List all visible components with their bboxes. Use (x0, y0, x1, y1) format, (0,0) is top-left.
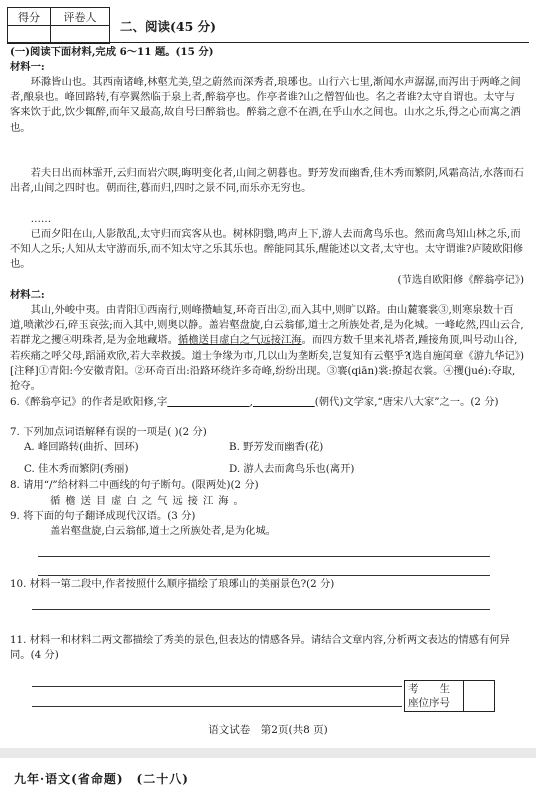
next-page-header: 九年·语文(省命题) (二十八) (14, 772, 189, 786)
material1-label: 材料一: (10, 61, 45, 73)
seat-number-box (404, 680, 495, 712)
q7-option-c[interactable]: C. 佳木秀而繁阴(秀丽) (24, 462, 129, 475)
material1-paragraph-1: 环滁皆山也。其西南诸峰,林壑尤美,望之蔚然而深秀者,琅琊也。山行六七里,渐闻水声潺潺,而泻出于两峰之间者,酿泉也。峰回路转,有亭翼然临于泉上者,醉翁亭也。作亭者谁?山之僧智仙也。名之者谁?太守自谓也。太守与客来饮于此,饮少辄醉,而年又最高,故自号曰醉翁也。醉翁之意不在酒,在乎山水之间也。山水之乐,得之心而寓之酒也。 (10, 76, 521, 134)
material1-paragraph-2: 若夫日出而林霏开,云归而岩穴暝,晦明变化者,山间之朝暮也。野芳发而幽香,佳木秀而繁阴,风霜高洁,水落而石出者,山间之四时也。朝而往,暮而归,四时之景不同,而乐亦无穷也。 (10, 167, 524, 195)
question-9-sentence: 盖岩壑盘旋,白云翁郁,道士之所族处者,是为化城。 (50, 525, 277, 537)
q6-mid: , (249, 396, 253, 408)
score-box (7, 7, 110, 44)
divider (7, 42, 529, 43)
material2-text-a: 其山,外峻中夷。由青阳①西南行,则峰攒岫复,环奇百出②,而入其中,则旷以路。由山麓褰裳③,则寒泉数十百道,喷漱沙石,碎玉哀弦;而入其中,则奥以静。盖岩壑盘旋,白云翁郁,道士之所族处者,是为化城。一峰屹然,四山云合,若群龙之攫④明珠者,是为金地藏塔。 (10, 304, 524, 347)
question-11-stem: 11. 材料一和材料二两文都描绘了秀美的景色,但表达的情感各异。请结合文章内容,分析两文表达的情感有何异同。(4 分) (10, 634, 510, 662)
q9-answer-line-2[interactable] (38, 575, 490, 576)
grader-cell[interactable] (51, 26, 110, 44)
question-10-stem: 10. 材料一第二段中,作者按照什么顺序描绘了琅琊山的美丽景色?(2 分) (10, 578, 335, 590)
q6-suffix: (朝代)文学家,“唐宋八大家”之一。(2 分) (314, 396, 499, 408)
part1-title: (一)阅读下面材料,完成 6～11 题。(15 分) (10, 46, 214, 58)
question-8-stem: 8. 请用“/”给材料二中画线的句子断句。(限两处)(2 分) (10, 479, 259, 491)
q7-option-b[interactable]: B. 野芳发而幽香(花) (229, 441, 324, 453)
seat-label-line-2: 座位序号 (408, 697, 450, 709)
seat-label-line-1: 考 生 (408, 683, 450, 695)
q7-option-a[interactable]: A. 峰回路转(曲折、回环) (24, 441, 139, 453)
score-cell[interactable] (8, 26, 51, 44)
material1-ellipsis: …… (30, 213, 52, 225)
material2-underlined-sentence: 循檐送目虚白之气远接江海 (178, 334, 302, 347)
material1-source: (节选自欧阳修《醉翁亭记》) (397, 274, 524, 286)
q6-blank-2[interactable] (253, 396, 315, 408)
question-8-sentence: 循檐送目虚白之气远接江海。 (50, 495, 249, 507)
material2-text-b: 。而四方数千里来礼塔者,踵接角顶,叫号动山谷,若疾痛之呼父母,蹈涌欢欣,若大幸救援。道士争缘为市,几以山为垄断矣,岂复知有云壑乎? (10, 334, 518, 362)
q10-answer-line[interactable] (32, 609, 490, 610)
notes: [注释]①青阳:今安徽青阳。②环奇百出:沿路环绕许多奇峰,纷纷出现。③褰(qiān)裳:撩起衣裳。④攫(jué):夺取,抢夺。 (10, 365, 516, 393)
q9-answer-line-1[interactable] (38, 556, 490, 557)
question-6 (10, 395, 524, 410)
page-footer: 语文试卷 第2页(共8 页) (208, 724, 328, 736)
q11-answer-line-1[interactable] (32, 686, 402, 687)
q7-option-d[interactable]: D. 游人去而禽鸟乐也(离开) (229, 462, 355, 475)
grader-label: 评卷人 (51, 8, 110, 26)
seat-label (405, 681, 464, 712)
material2-label: 材料二: (10, 289, 45, 301)
question-7-stem: 7. 下列加点词语解释有误的一项是( )(2 分) (10, 426, 207, 438)
seat-number-field[interactable] (464, 681, 495, 712)
material2-source: (选自施闰章《游九华记》) (407, 350, 524, 362)
section-title: 二、阅读(45 分) (120, 19, 217, 34)
q11-answer-line-2[interactable] (32, 706, 402, 707)
question-9-stem: 9. 将下面的句子翻译成现代汉语。(3 分) (10, 510, 196, 522)
question-7-options (24, 440, 464, 477)
q6-prefix: 6.《醉翁亭记》的作者是欧阳修,字 (10, 396, 168, 408)
q6-blank-1[interactable] (167, 396, 249, 408)
score-label: 得分 (8, 8, 51, 26)
material1-paragraph-3: 已而夕阳在山,人影散乱,太守归而宾客从也。树林阴翳,鸣声上下,游人去而禽鸟乐也。然而禽鸟知山林之乐,而不知人之乐;人知从太守游而乐,而不知太守之乐其乐也。醉能同其乐,醒能述以文者,太守也。太守谓谁?庐陵欧阳修也。 (10, 228, 524, 271)
